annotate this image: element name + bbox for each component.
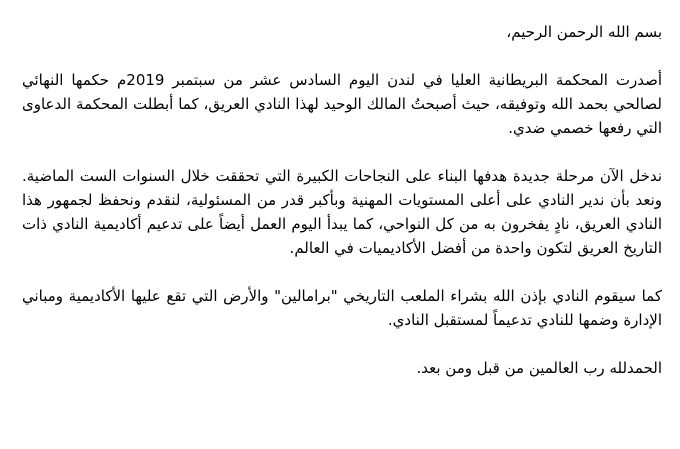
court-ruling-paragraph: أصدرت المحكمة البريطانية العليا في لندن اليوم السادس عشر من سبتمبر 2019م حكمها النهائي لصالحي بحمد الله وتوفيقه، حيث أصبحتُ المالك الوحيد لهذا النادي العريق، كما أبطلت المحكمة الدعاوى التي رفعها خصمي ضدي.	[22, 71, 662, 137]
closing-line: الحمدلله رب العالمين من قبل ومن بعد.	[416, 359, 662, 377]
paragraph-spacer	[22, 44, 662, 68]
paragraph-spacer	[22, 140, 662, 164]
new-phase-paragraph: ندخل الآن مرحلة جديدة هدفها البناء على النجاحات الكبيرة التي تحققت خلال السنوات الست الماضية. ونعد بأن ندير النادي على أعلى المستويات المهنية وبأكبر قدر من المسئولية، لنقدم ونحفظ لجمهور هذا النادي العريق، نادٍ يفخرون به من كل النواحي، كما يبدأ اليوم العمل أيضاً على تدعيم أكاديمية النادي ذات التاريخ العريق لتكون واحدة من أفضل الأكاديميات في العالم.	[22, 167, 662, 257]
paragraph-spacer	[22, 260, 662, 284]
stadium-purchase-paragraph: كما سيقوم النادي بإذن الله بشراء الملعب التاريخي "برامالين" والأرض التي تقع عليها الأكاديمية ومباني الإدارة وضمها للنادي تدعيماً لمستقبل النادي.	[22, 287, 662, 329]
paragraph-spacer	[22, 332, 662, 356]
statement-document	[22, 20, 662, 380]
opening-basmala: بسم الله الرحمن الرحيم،	[506, 23, 662, 41]
